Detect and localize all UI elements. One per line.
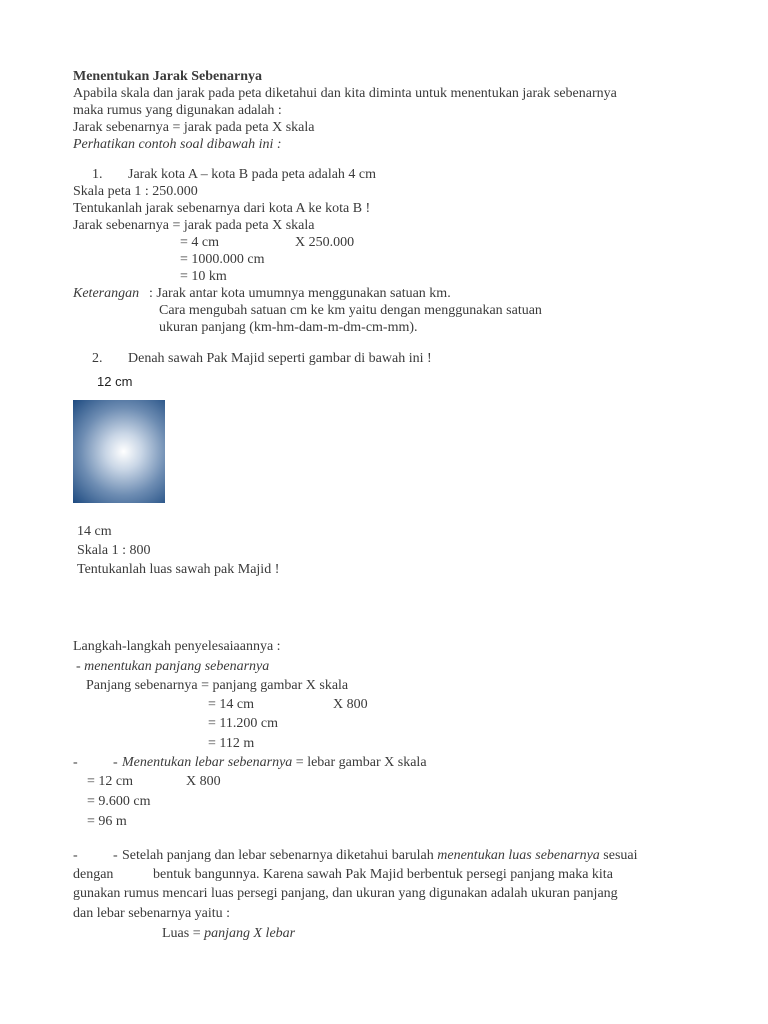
example-2-number: 2. bbox=[92, 351, 103, 366]
example-1-step-1b: X 250.000 bbox=[295, 235, 355, 250]
luas-line-1 bbox=[122, 848, 638, 864]
luas-formula-line bbox=[162, 926, 295, 942]
rectangle-height-label: 14 cm bbox=[77, 524, 112, 539]
example-2-scale: Skala 1 : 800 bbox=[77, 543, 151, 558]
steps-heading: Langkah-langkah penyelesaiaannya : bbox=[73, 639, 281, 654]
luas-line-2-a: dengan bbox=[73, 867, 114, 882]
keterangan-label: Keterangan bbox=[73, 286, 140, 301]
example-1-formula: Jarak sebenarnya = jarak pada peta X skala bbox=[73, 218, 315, 233]
lebar-step-1a: = 12 cm bbox=[87, 774, 133, 789]
example-1-number: 1. bbox=[92, 167, 103, 182]
lebar-line bbox=[122, 755, 427, 771]
example-1-question: Tentukanlah jarak sebenarnya dari kota A ke kota B ! bbox=[73, 201, 371, 216]
panjang-step-1a: = 14 cm bbox=[208, 697, 254, 712]
luas-line-1-italic: menentukan luas sebenarnya bbox=[437, 848, 600, 863]
luas-formula-label: Luas = bbox=[162, 926, 205, 941]
lebar-dash: - bbox=[73, 755, 78, 770]
lebar-label: Menentukan lebar sebenarnya bbox=[122, 755, 293, 770]
keterangan-line-2: Cara mengubah satuan cm ke km yaitu dengan menggunakan satuan bbox=[159, 303, 542, 318]
page-title: Menentukan Jarak Sebenarnya bbox=[73, 69, 263, 84]
rectangle-width-label: 12 cm bbox=[97, 374, 133, 389]
rectangle-figure bbox=[73, 400, 165, 503]
example-1-step-1a: = 4 cm bbox=[180, 235, 219, 250]
luas-line-2-b: bentuk bangunnya. Karena sawah Pak Majid berbentuk persegi panjang maka kita bbox=[153, 867, 613, 882]
luas-formula: panjang X lebar bbox=[204, 926, 296, 941]
panjang-step-2: = 11.200 cm bbox=[208, 716, 278, 731]
intro-note: Perhatikan contoh soal dibawah ini : bbox=[73, 137, 282, 152]
example-1-step-3: = 10 km bbox=[180, 269, 227, 284]
lebar-dot: - bbox=[113, 755, 118, 770]
lebar-rest: = lebar gambar X skala bbox=[292, 755, 427, 770]
lebar-step-3: = 96 m bbox=[87, 814, 127, 829]
keterangan-line-3: ukuran panjang (km-hm-dam-m-dm-cm-mm). bbox=[159, 320, 418, 335]
example-2-text: Denah sawah Pak Majid seperti gambar di bawah ini ! bbox=[128, 351, 432, 366]
keterangan-line-1: : Jarak antar kota umumnya menggunakan satuan km. bbox=[149, 286, 451, 301]
example-1-step-2: = 1000.000 cm bbox=[180, 252, 265, 267]
panjang-formula: Panjang sebenarnya = panjang gambar X skala bbox=[86, 678, 349, 693]
luas-line-4: dan lebar sebenarnya yaitu : bbox=[73, 906, 231, 921]
lebar-step-2: = 9.600 cm bbox=[87, 794, 151, 809]
intro-line-2: maka rumus yang digunakan adalah : bbox=[73, 103, 282, 118]
steps-sub-1: - menentukan panjang sebenarnya bbox=[76, 659, 270, 674]
panjang-step-3: = 112 m bbox=[208, 736, 255, 751]
intro-line-1: Apabila skala dan jarak pada peta diketahui dan kita diminta untuk menentukan jarak sebenarnya bbox=[73, 86, 617, 101]
luas-line-1-text-b: sesuai bbox=[599, 848, 638, 863]
luas-line-1-text-a: Setelah panjang dan lebar sebenarnya diketahui barulah bbox=[122, 848, 438, 863]
lebar-step-1b: X 800 bbox=[186, 774, 221, 789]
intro-formula: Jarak sebenarnya = jarak pada peta X skala bbox=[73, 120, 315, 135]
panjang-step-1b: X 800 bbox=[333, 697, 368, 712]
luas-line-3: gunakan rumus mencari luas persegi panjang, dan ukuran yang digunakan adalah ukuran panjang bbox=[73, 886, 618, 901]
example-2-question: Tentukanlah luas sawah pak Majid ! bbox=[77, 562, 280, 577]
example-1-text: Jarak kota A – kota B pada peta adalah 4 cm bbox=[128, 167, 377, 182]
luas-dot: - bbox=[113, 848, 118, 863]
example-1-scale: Skala peta 1 : 250.000 bbox=[73, 184, 198, 199]
luas-dash: - bbox=[73, 848, 78, 863]
